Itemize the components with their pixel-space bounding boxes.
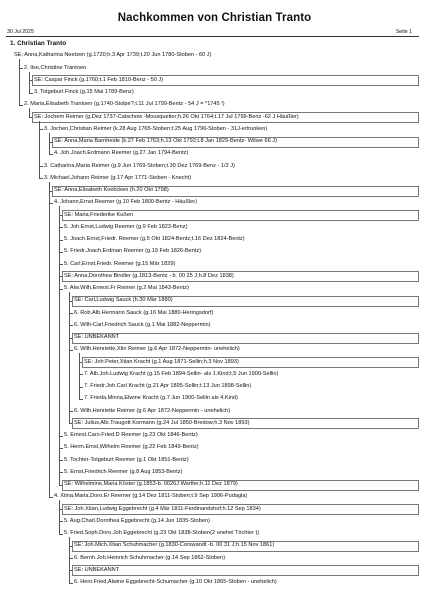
page-number: Seite 1	[395, 29, 412, 35]
spouse-box	[72, 565, 419, 576]
tree-connector	[19, 105, 23, 106]
tree-entry: SE: Anna,Maria Barnheide (k.27 Feb 1763;h.13 Okt 1792;t.8 Jan 1829-Bentz- Witwe 66 J)	[54, 138, 277, 144]
tree-branch-line	[19, 59, 20, 105]
tree-branch-line	[69, 537, 70, 583]
spouse-box	[72, 418, 419, 429]
tree-entry: 5. Herm.Emst,Wilhelm Reemer (g.22 Feb 1849-Bentz)	[64, 444, 199, 451]
tree-entry: SE: Wilhelmine,Maria Köster (g.1853-b. 0026J Warthe;h.11 Dez 1879)	[64, 481, 238, 487]
tree-entry: 5. Joh.Ernst,Ludwig Reemer (g.9 Feb 1823-Benz)	[64, 223, 188, 230]
tree-connector	[49, 497, 53, 498]
spouse-box	[52, 186, 419, 197]
tree-entry: 7. Alb.Joh.Ludwig Kracht (g.15 Feb 1894-Sellin- als 1.Kind;t.5 Jun 1900-Sellin)	[84, 370, 279, 377]
tree-entry: 5. Alw.Wilh.Ernest.Fr Reimer (g.2 Mai 1843-Bentz)	[64, 285, 189, 291]
spouse-box	[72, 333, 419, 344]
spouse-box	[72, 541, 419, 552]
spouse-box	[32, 112, 419, 123]
tree-entry: 5. Tochter-Totgeburt Reemer (g.1 Okt 1851-Bentz)	[64, 456, 189, 463]
tree-entry: 5. Fried.Soph.Doro.Joh Eggebrecht (g.23 Okt 1838-Stoben(2 unehel Töchter ))	[64, 530, 260, 536]
spouse-box	[82, 357, 419, 368]
tree-branch-line	[39, 121, 40, 179]
report-title: Nachkommen von Christian Tranto	[117, 12, 312, 24]
tree-entry: 5. Ernst,Friedrich Reemer (g.8 Aug 1853-Bentz)	[64, 468, 183, 475]
spouse-box	[32, 75, 419, 86]
tree-entry: SE: Anna,Elisabeth Koebcken (h.20 Okt 1798)	[54, 187, 169, 193]
tree-connector	[49, 154, 53, 155]
tree-entry: 4. Johann,Ernst Reemer (g.10 Feb 1800-Bentz - Häußler)	[54, 199, 198, 206]
tree-connector	[59, 534, 63, 535]
tree-connector	[29, 93, 33, 94]
tree-entry: SE: Maria,Friederike Kußen	[64, 211, 134, 218]
tree-entry: 5. Joach.Ernst,Friedr. Reemer (g.5 Okt 1824-Bentz;t.16 Dez 1824-Bentz)	[64, 236, 245, 242]
tree-connector	[79, 399, 83, 400]
tree-entry: 7. Friedr.Joh.Carl Kracht (g.21 Apr 1895-Sellin;t.13 Jun 1898-Sellin)	[84, 383, 252, 389]
tree-branch-line	[29, 108, 30, 117]
tree-entry: 3. Jochen,Christian Reimer (k.28 Aug 1765-Stoben;t.25 Aug 1796-Stoben - 31J-ertrunken)	[44, 125, 268, 132]
tree-entry: SE: Julius,Alb.Traugott Kormann (g.24 Jul 1850-Bredow;h.3 Nov 1893)	[74, 419, 250, 426]
tree-entry: 4. Joh.Joach.Erdmann Reemer (g.27 Jan 1794-Bentz)	[54, 150, 189, 157]
tree-entry: SE: Jochem Reimer (g.Dez 1737-Catschow -Mousquetier;h.26 Okt 1764;t.17 Jul 1799-Benz -62 J Häußler)	[34, 113, 299, 120]
root-person: 1. Christian Tranto	[10, 40, 67, 47]
tree-branch-line	[49, 133, 50, 154]
tree-entry: 6. Bernh.Joh.Heinrich Schuhmacher (g.14 Sep 1862-Stoben)	[74, 554, 226, 561]
tree-entry: SE: Joh.Xtian,Ludwig Eggebrecht (g.4 Mär 1811-Ferdinandshof;h.12 Sep 1834)	[64, 505, 261, 512]
tree-entry: 7. Frieda,Minna,Elwine Kracht (g.7 Jun 1900-Sellin als 4.Kind)	[84, 395, 238, 402]
spouse-box	[62, 210, 419, 221]
tree-entry: 2. Ilse,Christine Trantoen	[24, 64, 87, 71]
tree-entry: 4. Xtina,Maria,Doro.Er Reemer (g.14 Dez 1811-Stoben;t.9 Sep 1906-Pudagla)	[54, 493, 248, 500]
tree-branch-line	[49, 182, 50, 497]
tree-branch-line	[59, 500, 60, 533]
tree-entry: SE: Joh.Mich.Xtian Schuhmacher (g.1830-Corswandt -b. 00 31 J;h.15 Nov 1861)	[74, 542, 275, 549]
tree-entry: 3. Catharina,Maria Reimer (g.9 Jun 1769-Stoben;t.30 Dez 1769-Benz - 1/2 J)	[44, 162, 235, 169]
tree-entry: 6. Wilh-Carl,Friedrich Sauck (g.1 Mai 1882-Neppermin)	[74, 321, 211, 328]
report-date: 30 Jul 2025	[7, 29, 34, 35]
tree-branch-line	[79, 353, 80, 399]
spouse-box	[62, 504, 419, 515]
tree-entry: SE: UNBEKANNT	[74, 334, 120, 340]
tree-entry: 5. Emest.Caro.Fried.D Reemer (g.23 Okt 1846-Bentz)	[64, 432, 198, 438]
tree-entry: 6. Rob.Alb.Hermann Sauck (g.16 Mai 1880-Heringsdorf)	[74, 309, 214, 316]
tree-entry: SE: Joh.Peter,Xtian Kracht (g.1 Aug 1871-Sellin;h.3 Nov 1893)	[84, 358, 239, 365]
tree-entry: 6. Henr.Fried,Alwine Eggebrecht-Schumacher (g.10 Okt 1865-Stoben - unehelich)	[74, 579, 277, 585]
tree-entry: SE: Carl,Ludwig Sauck (h.30 Mär 1880)	[74, 297, 173, 304]
tree-entry: 6. Wilh.Henriette,Xtin Reimer (g.6 Apr 1872-Neppermin- unehelich)	[74, 346, 240, 353]
tree-entry: 3. Totgeburt Finck (g.15 Mai 1789-Benz)	[34, 89, 134, 95]
tree-entry: SE: Anna,Dorothea Bindler (g.1813-Bentz - b. 00 25 J;h.8 Dez 1838)	[64, 272, 234, 279]
spouse-box	[72, 296, 419, 307]
spouse-box	[52, 137, 419, 148]
tree-connector	[69, 583, 73, 584]
tree-entry: 3. Michael,Johann Reimer (g.17 Apr 1771-Stoben - Knecht)	[44, 174, 192, 181]
spouse-box	[62, 480, 419, 491]
tree-entry: 6. Wilh.Henriette Reimer (g.6 Apr 1872-Neppermin - unehelich)	[74, 407, 231, 414]
tree-entry: 5. Aug.Charl.Dorothea Eggebrecht (g.14 Jun 1835-Stoben)	[64, 517, 210, 524]
tree-branch-line	[59, 206, 60, 484]
spouse-box	[62, 271, 419, 282]
tree-entry: 5. Friedr.Joach.Erdman Reemer (g.19 Feb 1826-Bentz)	[64, 248, 202, 255]
tree-entry: 5. Carl,Ernst,Friedr. Reemer (g.15 Mär 1829)	[64, 260, 176, 267]
tree-entry: 2. Maria,Elisabeth Trantoen (g.1740-Stolpe?;t.11 Jul 1799-Bentz - 54 J = *1745 !)	[24, 101, 225, 108]
tree-branch-line	[29, 72, 30, 93]
tree-entry: SE: Anna,Katharina Neetzen (g.1720;h.3 Apr 1739;t.20 Jun 1780-Stoben - 60 J)	[14, 52, 212, 59]
tree-connector	[39, 178, 43, 179]
tree-branch-line	[69, 292, 70, 423]
tree-entry: SE: UNBEKANNT	[74, 566, 120, 573]
tree-entry: SE: Caspar Finck (g.1760;t.1 Feb 1810-Benz - 50 J)	[34, 76, 164, 83]
